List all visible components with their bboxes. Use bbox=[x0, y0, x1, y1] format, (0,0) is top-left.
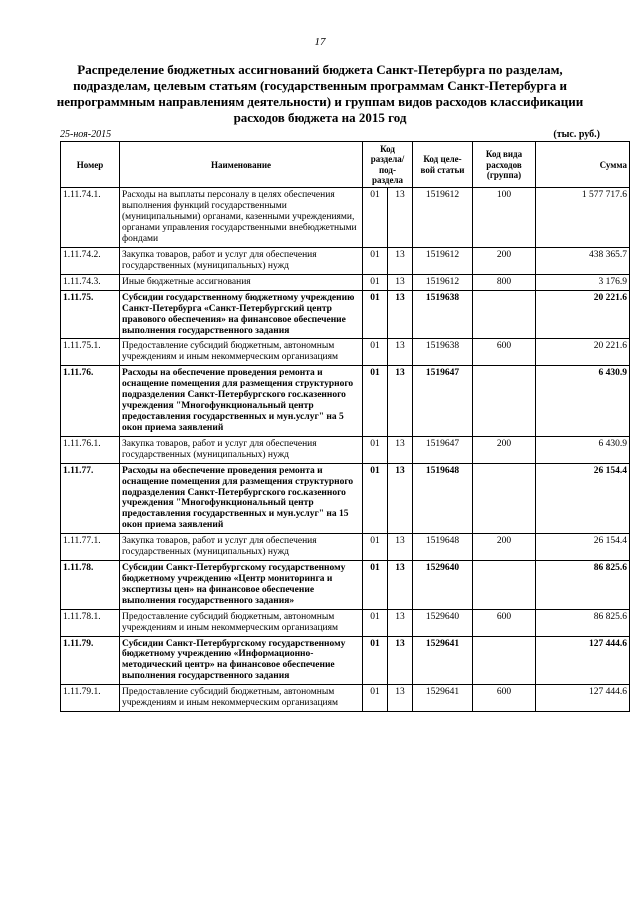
table-row bbox=[61, 339, 630, 366]
cell-sec: 01 bbox=[363, 534, 388, 561]
cell-sub: 13 bbox=[388, 188, 413, 248]
document-title: Распределение бюджетных ассигнований бюджета Санкт-Петербурга по разделам, подразделам, целевым статьям (государственным программам Санкт-Петербурга и непрограммным направлениям деятельности) и группам видов расходов классификации расходов бюджета на 2015 год bbox=[56, 62, 584, 125]
cell-art: 1529640 bbox=[413, 561, 473, 610]
cell-sum: 127 444.6 bbox=[536, 636, 630, 685]
cell-name: Предоставление субсидий бюджетным, автономным учреждениям и иным некоммерческим организациям bbox=[120, 685, 363, 712]
cell-type: 600 bbox=[473, 685, 536, 712]
cell-num: 1.11.79. bbox=[61, 636, 120, 685]
cell-num: 1.11.76. bbox=[61, 366, 120, 437]
table-row bbox=[61, 366, 630, 437]
document-currency: (тыс. руб.) bbox=[553, 129, 600, 140]
data-table bbox=[60, 141, 630, 712]
table-row bbox=[61, 274, 630, 290]
cell-sub: 13 bbox=[388, 685, 413, 712]
cell-num: 1.11.75. bbox=[61, 290, 120, 339]
cell-sub: 13 bbox=[388, 534, 413, 561]
cell-sum: 20 221.6 bbox=[536, 339, 630, 366]
cell-sub: 13 bbox=[388, 636, 413, 685]
cell-sum: 26 154.4 bbox=[536, 463, 630, 534]
cell-sec: 01 bbox=[363, 366, 388, 437]
cell-type: 200 bbox=[473, 534, 536, 561]
cell-type: 200 bbox=[473, 436, 536, 463]
cell-num: 1.11.74.3. bbox=[61, 274, 120, 290]
header-art: Код целе- вой статьи bbox=[413, 142, 473, 188]
cell-type: 100 bbox=[473, 188, 536, 248]
cell-name: Закупка товаров, работ и услуг для обеспечения государственных (муниципальных) нужд bbox=[120, 534, 363, 561]
cell-sub: 13 bbox=[388, 561, 413, 610]
header-type: Код вида расходов (группа) bbox=[473, 142, 536, 188]
cell-sec: 01 bbox=[363, 290, 388, 339]
cell-num: 1.11.74.1. bbox=[61, 188, 120, 248]
table-row bbox=[61, 609, 630, 636]
table-row bbox=[61, 436, 630, 463]
cell-art: 1519647 bbox=[413, 436, 473, 463]
cell-type bbox=[473, 561, 536, 610]
table-header-row bbox=[61, 142, 630, 188]
cell-name: Закупка товаров, работ и услуг для обеспечения государственных (муниципальных) нужд bbox=[120, 247, 363, 274]
cell-num: 1.11.76.1. bbox=[61, 436, 120, 463]
cell-art: 1519638 bbox=[413, 339, 473, 366]
cell-name: Расходы на обеспечение проведения ремонта и оснащение помещения для размещения структурного подразделения Санкт-Петербургского гос.казенного учреждения "Многофункциональный центр предоставления государственных и мун.услуг" на 15 окон приема заявлений bbox=[120, 463, 363, 534]
cell-sum: 86 825.6 bbox=[536, 561, 630, 610]
cell-name: Расходы на обеспечение проведения ремонта и оснащение помещения для размещения структурного подразделения Санкт-Петербургского гос.казенного учреждения "Многофункциональный центр предоставления государственных и мун.услуг" на 5 окон приема заявлений bbox=[120, 366, 363, 437]
cell-sec: 01 bbox=[363, 561, 388, 610]
cell-sec: 01 bbox=[363, 636, 388, 685]
cell-sum: 127 444.6 bbox=[536, 685, 630, 712]
cell-type: 600 bbox=[473, 339, 536, 366]
cell-num: 1.11.77. bbox=[61, 463, 120, 534]
document-date: 25-ноя-2015 bbox=[60, 129, 112, 140]
cell-num: 1.11.79.1. bbox=[61, 685, 120, 712]
cell-num: 1.11.78.1. bbox=[61, 609, 120, 636]
cell-art: 1519647 bbox=[413, 366, 473, 437]
cell-num: 1.11.75.1. bbox=[61, 339, 120, 366]
cell-name: Предоставление субсидий бюджетным, автономным учреждениям и иным некоммерческим организациям bbox=[120, 339, 363, 366]
cell-num: 1.11.74.2. bbox=[61, 247, 120, 274]
header-sec-sub: Код раздела/ под- раздела bbox=[363, 142, 413, 188]
table-row bbox=[61, 247, 630, 274]
cell-type bbox=[473, 366, 536, 437]
cell-num: 1.11.78. bbox=[61, 561, 120, 610]
data-table-container bbox=[60, 141, 627, 712]
cell-sec: 01 bbox=[363, 609, 388, 636]
cell-name: Субсидии Санкт-Петербургскому государственному бюджетному учреждению «Центр мониторинга и экспертизы цен» на финансовое обеспечение выполнения государственного задания» bbox=[120, 561, 363, 610]
cell-sub: 13 bbox=[388, 436, 413, 463]
cell-art: 1519612 bbox=[413, 247, 473, 274]
cell-sum: 6 430.9 bbox=[536, 366, 630, 437]
cell-art: 1519648 bbox=[413, 534, 473, 561]
cell-art: 1519648 bbox=[413, 463, 473, 534]
cell-sum: 3 176.9 bbox=[536, 274, 630, 290]
cell-sec: 01 bbox=[363, 188, 388, 248]
cell-name: Предоставление субсидий бюджетным, автономным учреждениям и иным некоммерческим организациям bbox=[120, 609, 363, 636]
cell-sub: 13 bbox=[388, 290, 413, 339]
table-body bbox=[61, 188, 630, 712]
cell-sec: 01 bbox=[363, 436, 388, 463]
table-row bbox=[61, 463, 630, 534]
cell-sub: 13 bbox=[388, 366, 413, 437]
cell-art: 1529641 bbox=[413, 636, 473, 685]
table-row bbox=[61, 636, 630, 685]
cell-name: Субсидии Санкт-Петербургскому государственному бюджетному учреждению «Информационно-методический центр» на финансовое обеспечение выполнения государственного задания bbox=[120, 636, 363, 685]
table-row bbox=[61, 561, 630, 610]
cell-name: Субсидии государственному бюджетному учреждению Санкт-Петербурга «Санкт-Петербургский центр правового обеспечения» на финансовое обеспечение выполнения государственного задания bbox=[120, 290, 363, 339]
cell-sec: 01 bbox=[363, 339, 388, 366]
cell-sum: 26 154.4 bbox=[536, 534, 630, 561]
cell-sec: 01 bbox=[363, 463, 388, 534]
cell-type bbox=[473, 463, 536, 534]
cell-num: 1.11.77.1. bbox=[61, 534, 120, 561]
table-row bbox=[61, 685, 630, 712]
cell-type: 200 bbox=[473, 247, 536, 274]
header-name: Наименование bbox=[120, 142, 363, 188]
cell-art: 1519612 bbox=[413, 188, 473, 248]
cell-sub: 13 bbox=[388, 247, 413, 274]
header-sum: Сумма bbox=[536, 142, 630, 188]
header-num: Номер bbox=[61, 142, 120, 188]
cell-sec: 01 bbox=[363, 274, 388, 290]
cell-art: 1529641 bbox=[413, 685, 473, 712]
cell-sum: 1 577 717.6 bbox=[536, 188, 630, 248]
cell-type: 800 bbox=[473, 274, 536, 290]
cell-art: 1519638 bbox=[413, 290, 473, 339]
table-row bbox=[61, 290, 630, 339]
cell-sub: 13 bbox=[388, 274, 413, 290]
cell-sub: 13 bbox=[388, 463, 413, 534]
cell-type bbox=[473, 290, 536, 339]
cell-sum: 20 221.6 bbox=[536, 290, 630, 339]
table-row bbox=[61, 534, 630, 561]
cell-name: Закупка товаров, работ и услуг для обеспечения государственных (муниципальных) нужд bbox=[120, 436, 363, 463]
cell-type: 600 bbox=[473, 609, 536, 636]
cell-name: Иные бюджетные ассигнования bbox=[120, 274, 363, 290]
cell-sum: 86 825.6 bbox=[536, 609, 630, 636]
cell-art: 1519612 bbox=[413, 274, 473, 290]
table-row bbox=[61, 188, 630, 248]
cell-sec: 01 bbox=[363, 685, 388, 712]
cell-sec: 01 bbox=[363, 247, 388, 274]
cell-name: Расходы на выплаты персоналу в целях обеспечения выполнения функций государственными (муниципальными) органами, казенными учреждениями, органами управления государственными внебюджетными фондами bbox=[120, 188, 363, 248]
cell-sum: 438 365.7 bbox=[536, 247, 630, 274]
cell-sub: 13 bbox=[388, 609, 413, 636]
cell-sub: 13 bbox=[388, 339, 413, 366]
cell-type bbox=[473, 636, 536, 685]
page-number: 17 bbox=[314, 36, 326, 48]
cell-sum: 6 430.9 bbox=[536, 436, 630, 463]
cell-art: 1529640 bbox=[413, 609, 473, 636]
